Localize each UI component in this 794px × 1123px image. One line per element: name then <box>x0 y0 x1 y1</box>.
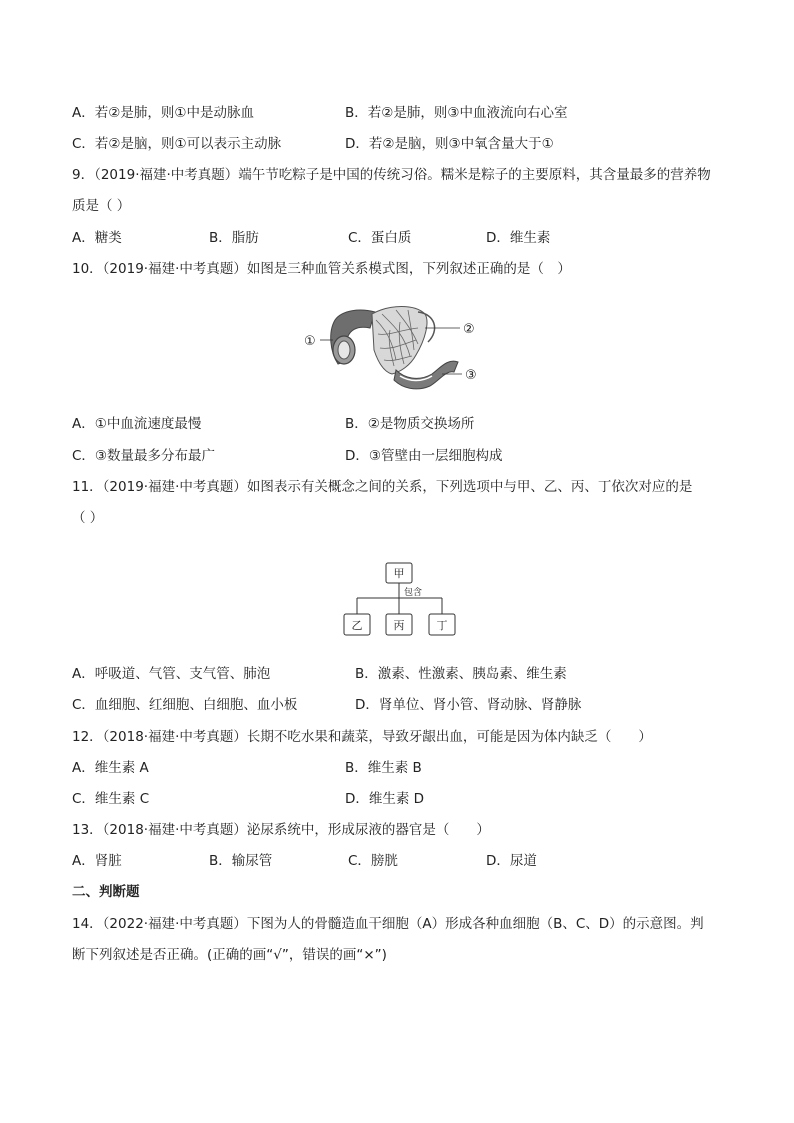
q8-option-a: A．若②是肺，则①中是动脉血 <box>72 105 254 121</box>
q9-option-d: D．维生素 <box>486 230 551 246</box>
q13-option-a: A．肾脏 <box>72 853 122 869</box>
q11-option-c: C．血细胞、红细胞、白细胞、血小板 <box>72 697 298 713</box>
q8-option-b: B．若②是肺，则③中血液流向右心室 <box>345 105 568 121</box>
label-2: ② <box>463 322 475 337</box>
box-yi: 乙 <box>351 619 363 632</box>
q14-stem-line2: 断下列叙述是否正确。(正确的画“√”，错误的画“×”) <box>72 947 387 963</box>
box-jia: 甲 <box>393 567 405 580</box>
concept-hierarchy-diagram <box>335 558 465 642</box>
relation-label: 包含 <box>403 588 423 598</box>
q13-stem: 13．（2018·福建·中考真题）泌尿系统中，形成尿液的器官是（ ） <box>72 822 490 838</box>
box-ding: 丁 <box>436 619 448 632</box>
q10-option-d: D．③管壁由一层细胞构成 <box>345 448 503 464</box>
q12-stem: 12．（2018·福建·中考真题）长期不吃水果和蔬菜，导致牙龈出血，可能是因为体内缺乏（ ） <box>72 729 652 745</box>
label-3: ③ <box>465 368 477 383</box>
q10-stem: 10．（2019·福建·中考真题）如图是三种血管关系模式图，下列叙述正确的是（ ） <box>72 261 571 277</box>
q12-option-a: A．维生素 A <box>72 760 149 776</box>
q10-option-c: C．③数量最多分布最广 <box>72 448 216 464</box>
q9-option-b: B．脂肪 <box>209 230 259 246</box>
section-heading: 二、判断题 <box>72 884 140 900</box>
q13-option-d: D．尿道 <box>486 853 537 869</box>
q9-option-c: C．蛋白质 <box>348 230 412 246</box>
q9-stem-line1: 9．（2019·福建·中考真题）端午节吃粽子是中国的传统习俗。糯米是粽子的主要原料，其含量最多的营养物 <box>72 167 711 183</box>
q9-stem-line2: 质是（ ） <box>72 198 131 214</box>
q11-option-d: D．肾单位、肾小管、肾动脉、肾静脉 <box>355 697 582 713</box>
q12-option-b: B．维生素 B <box>345 760 422 776</box>
q10-option-b: B．②是物质交换场所 <box>345 416 475 432</box>
q8-option-d: D．若②是脑，则③中氧含量大于① <box>345 136 554 152</box>
q13-option-c: C．膀胱 <box>348 853 398 869</box>
label-1: ① <box>304 334 316 349</box>
q11-option-b: B．激素、性激素、胰岛素、维生素 <box>355 666 567 682</box>
q11-stem-line2: （ ） <box>72 510 104 526</box>
q11-option-a: A．呼吸道、气管、支气管、肺泡 <box>72 666 271 682</box>
q12-option-d: D．维生素 D <box>345 791 425 807</box>
q12-option-c: C．维生素 C <box>72 791 150 807</box>
blood-vessel-diagram <box>300 300 500 400</box>
q10-option-a: A．①中血流速度最慢 <box>72 416 202 432</box>
box-bing: 丙 <box>393 619 405 632</box>
q9-option-a: A．糖类 <box>72 230 122 246</box>
q13-option-b: B．输尿管 <box>209 853 273 869</box>
q11-stem-line1: 11．（2019·福建·中考真题）如图表示有关概念之间的关系，下列选项中与甲、乙、丙、丁依次对应的是 <box>72 479 693 495</box>
q8-option-c: C．若②是脑，则①可以表示主动脉 <box>72 136 282 152</box>
q14-stem-line1: 14．（2022·福建·中考真题）下图为人的骨髓造血干细胞（A）形成各种血细胞（B、C、D）的示意图。判 <box>72 916 704 932</box>
